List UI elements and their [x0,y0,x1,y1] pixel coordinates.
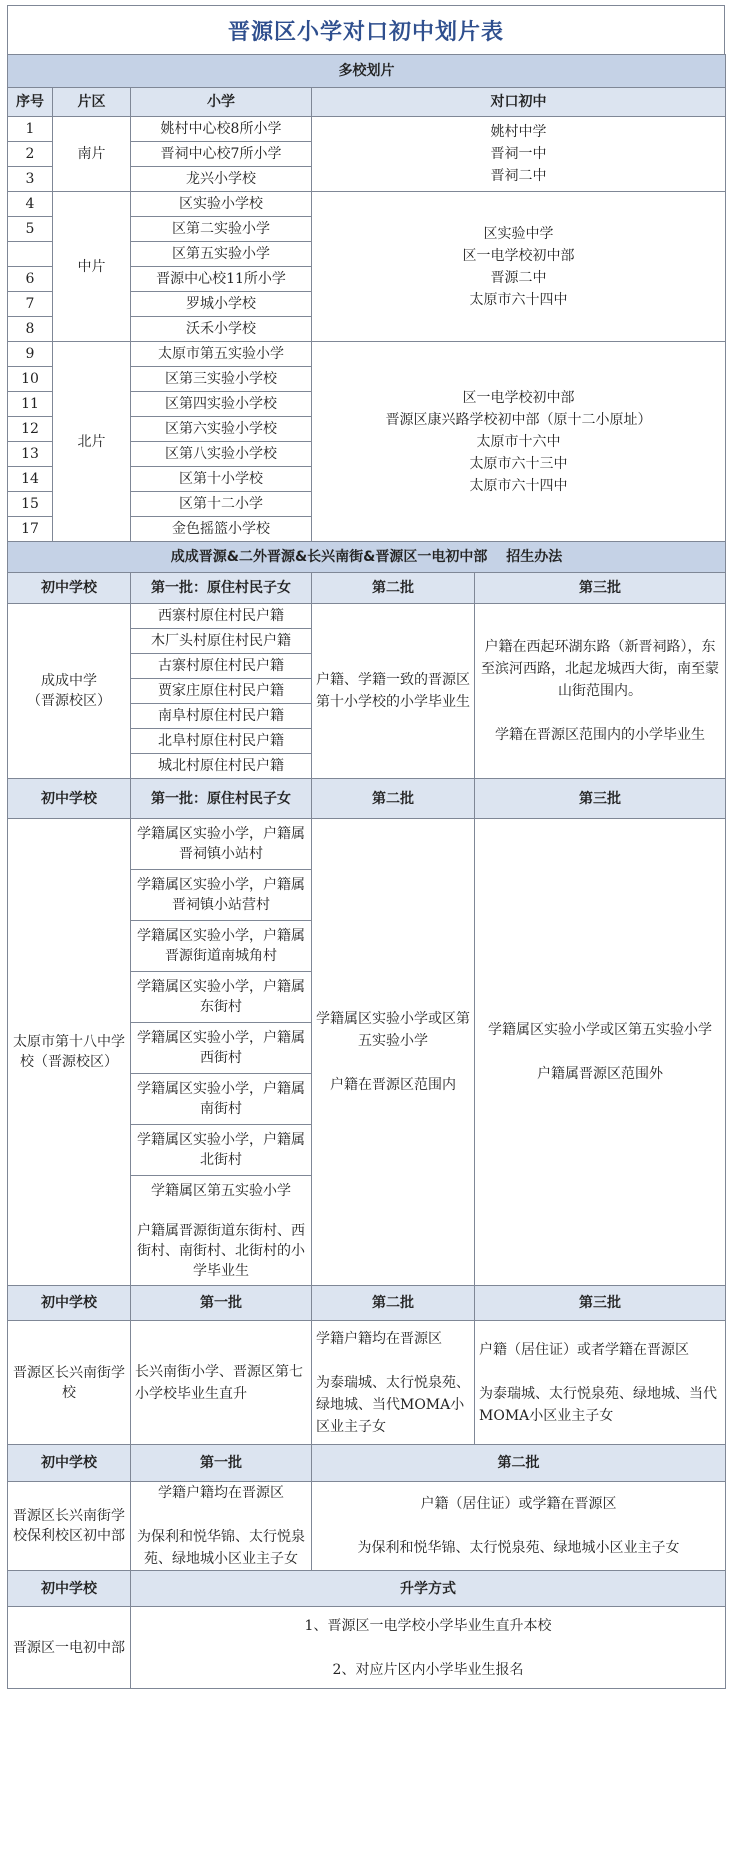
list-item: 学籍属区实验小学，户籍属晋祠镇小站村 [131,819,312,870]
batch2-cell: 学籍属区实验小学或区第五实验小学 户籍在晋源区范围内 [312,819,475,1286]
list-item: 城北村原住村民户籍 [131,754,312,779]
header-school: 初中学校 [8,1286,131,1321]
list-item: 学籍属区实验小学，户籍属南街村 [131,1074,312,1125]
header-batch3: 第三批 [475,1286,726,1321]
school-no18: 太原市第十八中学校（晋源校区） [8,819,131,1286]
list-item: 学籍属区第五实验小学 户籍属晋源街道东街村、西街村、南街村、北街村的小学毕业生 [131,1176,312,1286]
row-number: 15 [8,492,53,517]
batch2-cell: 学籍户籍均在晋源区 为泰瑞城、太行悦泉苑、绿地城、当代MOMA小区业主子女 [312,1321,475,1445]
header-batch1: 第一批：原住村民子女 [131,779,312,819]
row-number [8,242,53,267]
list-item: 贾家庄原住村民户籍 [131,679,312,704]
primary-school: 区第八实验小学校 [131,442,312,467]
list-item: 木厂头村原住村民户籍 [131,629,312,654]
school-changxing: 晋源区长兴南街学校 [8,1321,131,1445]
row-number: 13 [8,442,53,467]
primary-school: 沃禾小学校 [131,317,312,342]
row-number: 17 [8,517,53,542]
row-number: 7 [8,292,53,317]
row-number: 1 [8,117,53,142]
row-number: 6 [8,267,53,292]
zoning-sheet [7,5,725,1689]
list-item: 学籍属区实验小学，户籍属东街村 [131,972,312,1023]
header-batch3: 第三批 [475,779,726,819]
primary-school: 区第十小学校 [131,467,312,492]
table-row [8,192,726,217]
primary-school: 区第五实验小学 [131,242,312,267]
row-number: 9 [8,342,53,367]
header-batch3: 第三批 [475,573,726,604]
header-school: 初中学校 [8,779,131,819]
batch1-cell: 长兴南街小学、晋源区第七小学校毕业生直升 [131,1321,312,1445]
list-item: 学籍属区实验小学，户籍属西街村 [131,1023,312,1074]
row-number: 5 [8,217,53,242]
row-number: 10 [8,367,53,392]
list-item: 北阜村原住村民户籍 [131,729,312,754]
primary-school: 区第四实验小学校 [131,392,312,417]
primary-school: 罗城小学校 [131,292,312,317]
no18-table [7,778,726,1286]
changxing-table [7,1285,726,1445]
chengcheng-table [7,541,726,779]
table-row [8,117,726,142]
row-number: 14 [8,467,53,492]
school-yidian: 晋源区一电初中部 [8,1607,131,1689]
list-item: 学籍属区实验小学，户籍属晋祠镇小站营村 [131,870,312,921]
list-item: 西寨村原住村民户籍 [131,604,312,629]
zone-name: 中片 [53,192,131,342]
multi-school-band: 多校划片 [8,55,726,88]
header-school: 初中学校 [8,573,131,604]
school-chengcheng: 成成中学 （晋源校区） [8,604,131,779]
zone-name: 北片 [53,342,131,542]
primary-school: 区第三实验小学校 [131,367,312,392]
matched-middle-schools: 姚村中学 晋祠一中 晋祠二中 [312,117,726,192]
primary-school: 区实验小学校 [131,192,312,217]
row-number: 4 [8,192,53,217]
primary-school: 龙兴小学校 [131,167,312,192]
list-item: 南阜村原住村民户籍 [131,704,312,729]
row-number: 8 [8,317,53,342]
header-school: 初中学校 [8,1571,131,1607]
primary-school: 姚村中心校8所小学 [131,117,312,142]
primary-school: 区第二实验小学 [131,217,312,242]
header-primary: 小学 [131,88,312,117]
list-item: 学籍属区实验小学，户籍属晋源街道南城角村 [131,921,312,972]
matched-middle-schools: 区实验中学 区一电学校初中部 晋源二中 太原市六十四中 [312,192,726,342]
header-batch1: 第一批 [131,1445,312,1482]
primary-school: 金色摇篮小学校 [131,517,312,542]
methods-cell: 1、晋源区一电学校小学毕业生直升本校 2、对应片区内小学毕业生报名 [131,1607,726,1689]
primary-school: 晋祠中心校7所小学 [131,142,312,167]
recruit-band: 成成晋源&二外晋源&长兴南街&晋源区一电初中部 招生办法 [8,542,726,573]
row-number: 3 [8,167,53,192]
header-batch2: 第二批 [312,573,475,604]
header-batch1: 第一批 [131,1286,312,1321]
batch3-cell: 户籍（居住证）或者学籍在晋源区 为泰瑞城、太行悦泉苑、绿地城、当代MOMA小区业主子女 [475,1321,726,1445]
school-baoli: 晋源区长兴南街学校保利校区初中部 [8,1482,131,1571]
header-school: 初中学校 [8,1445,131,1482]
header-zone: 片区 [53,88,131,117]
header-batch2: 第二批 [312,1445,726,1482]
header-method: 升学方式 [131,1571,726,1607]
header-no: 序号 [8,88,53,117]
batch3-cell: 学籍属区实验小学或区第五实验小学 户籍属晋源区范围外 [475,819,726,1286]
table-row [8,342,726,367]
primary-school: 区第六实验小学校 [131,417,312,442]
header-batch1: 第一批：原住村民子女 [131,573,312,604]
matched-middle-schools: 区一电学校初中部 晋源区康兴路学校初中部（原十二小原址） 太原市十六中 太原市六十三中 太原市六十四中 [312,342,726,542]
batch3-cell: 户籍在西起环湖东路（新晋祠路），东至滨河西路，北起龙城西大街，南至蒙山街范围内。 学籍在晋源区范围内的小学毕业生 [475,604,726,779]
batch1-cell: 学籍户籍均在晋源区 为保利和悦华锦、太行悦泉苑、绿地城小区业主子女 [131,1482,312,1571]
primary-school: 晋源中心校11所小学 [131,267,312,292]
row-number: 11 [8,392,53,417]
list-item: 古寨村原住村民户籍 [131,654,312,679]
header-batch2: 第二批 [312,1286,475,1321]
row-number: 12 [8,417,53,442]
page-title: 晋源区小学对口初中划片表 [7,5,725,55]
multi-school-table [7,54,726,542]
batch2-cell: 户籍（居住证）或学籍在晋源区 为保利和悦华锦、太行悦泉苑、绿地城小区业主子女 [312,1482,726,1571]
primary-school: 太原市第五实验小学 [131,342,312,367]
row-number: 2 [8,142,53,167]
list-item: 学籍属区实验小学，户籍属北街村 [131,1125,312,1176]
primary-school: 区第十二小学 [131,492,312,517]
header-middle: 对口初中 [312,88,726,117]
yidian-table [7,1570,726,1689]
header-batch2: 第二批 [312,779,475,819]
batch2-cell: 户籍、学籍一致的晋源区第十小学校的小学毕业生 [312,604,475,779]
zone-name: 南片 [53,117,131,192]
baoli-table [7,1444,726,1571]
